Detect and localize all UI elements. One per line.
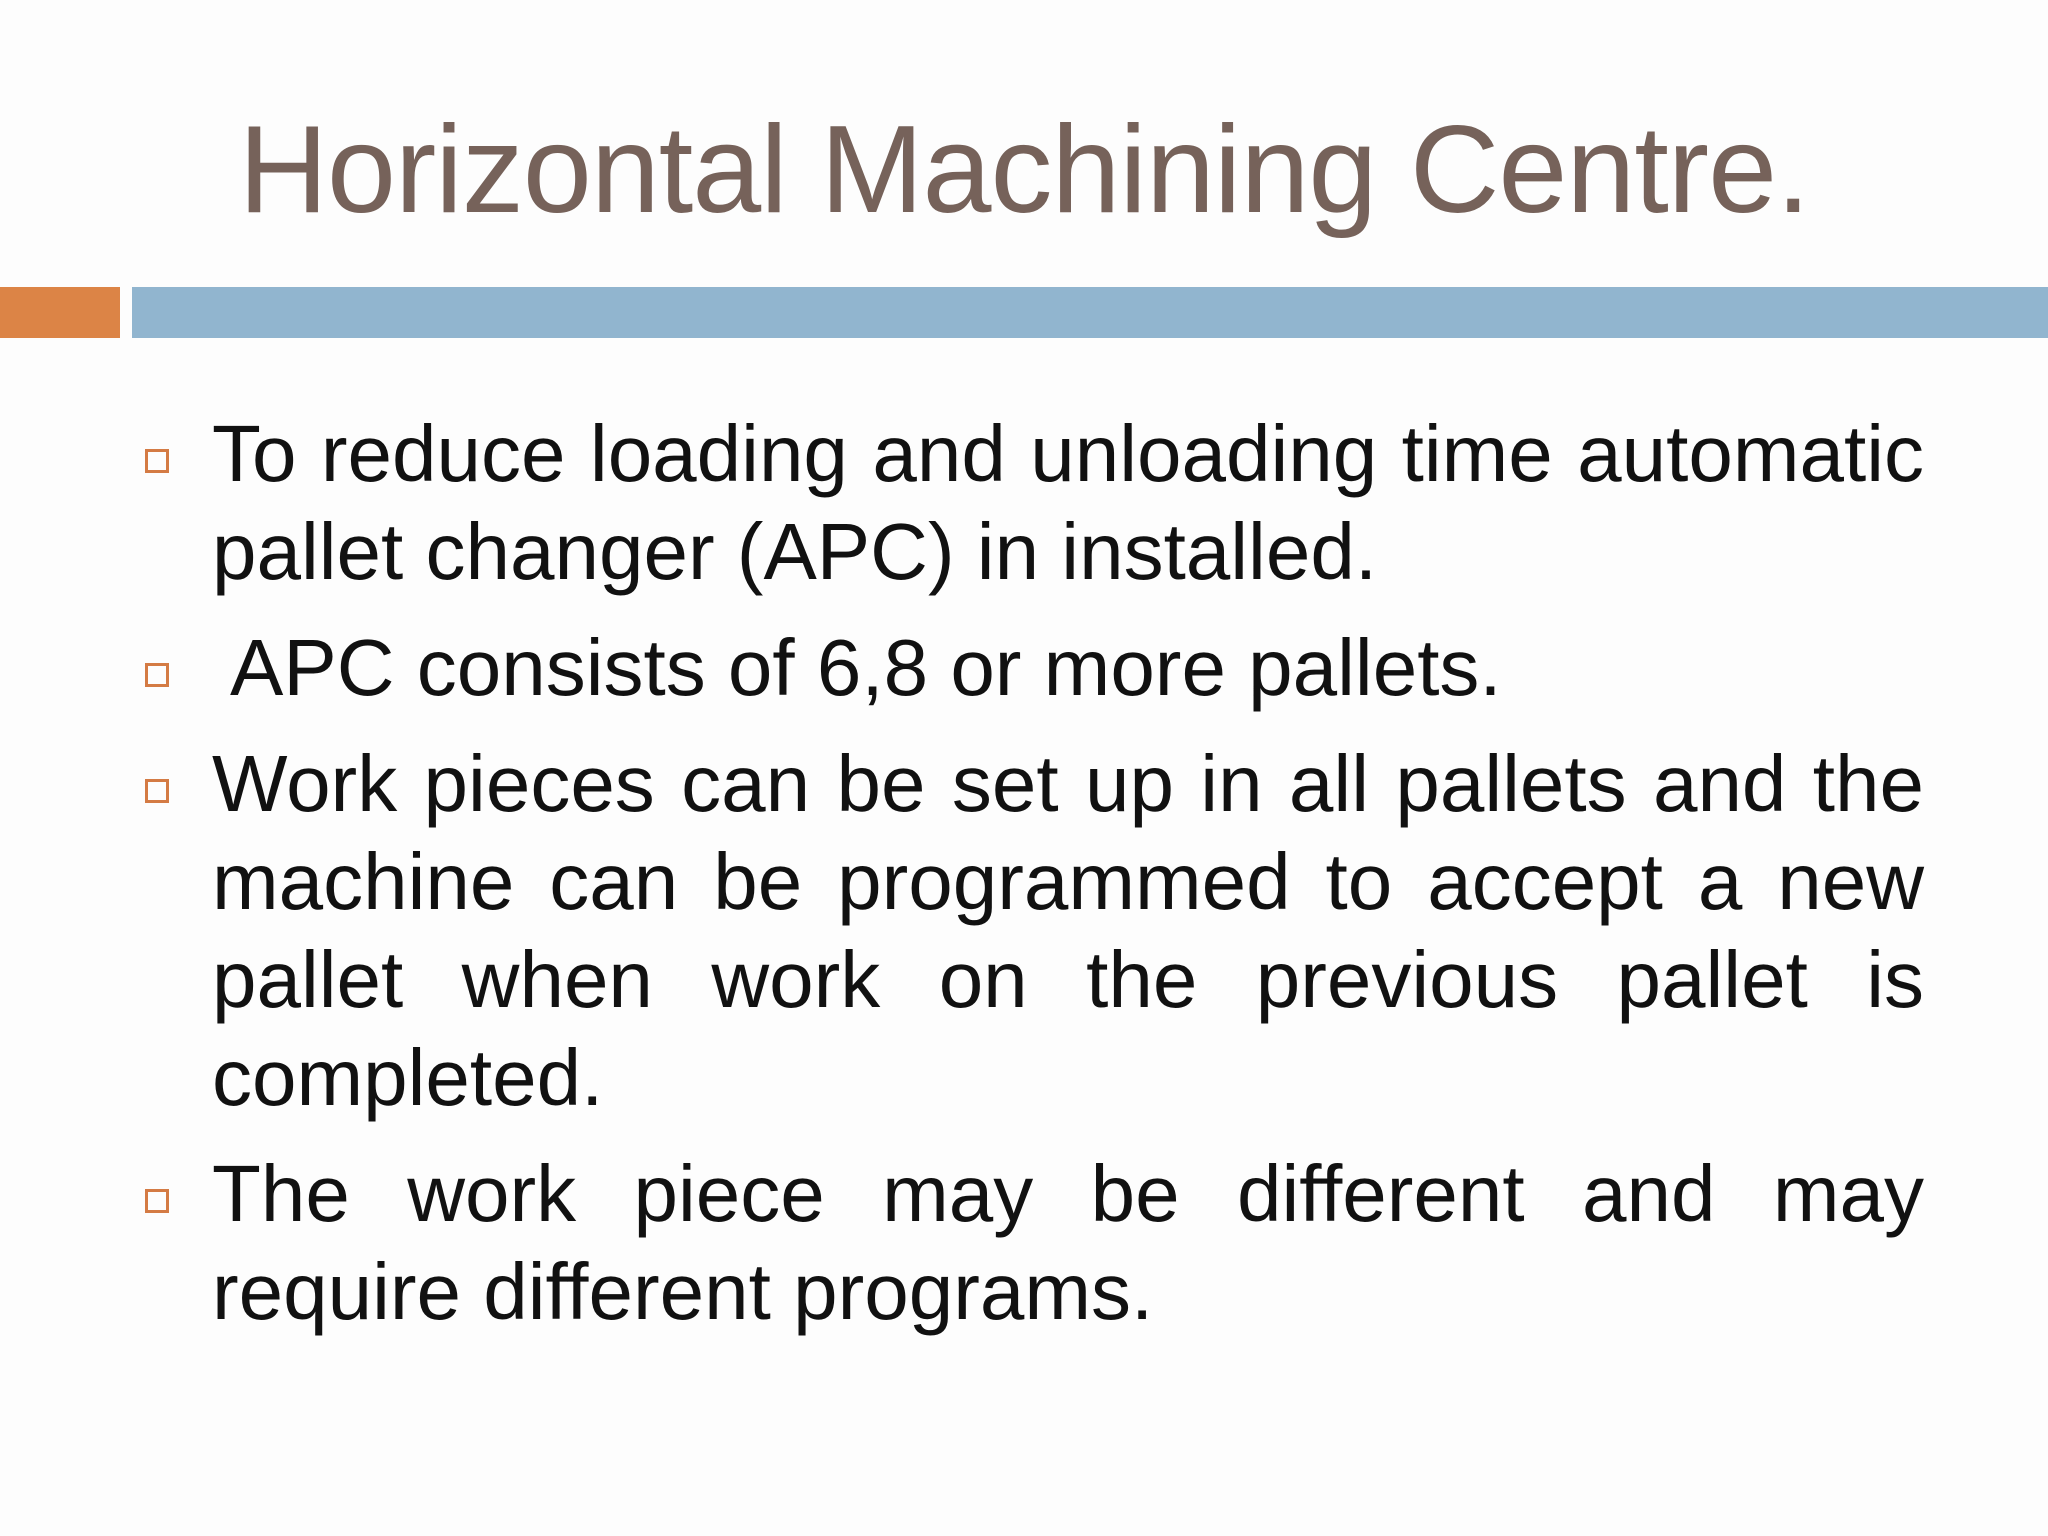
slide-title: Horizontal Machining Centre. <box>238 101 1810 239</box>
bullet-list <box>212 405 1924 1359</box>
bullet-item-loading-time <box>212 405 1924 601</box>
hollow-square-bullet-icon <box>145 779 169 803</box>
hollow-square-bullet-icon <box>145 1189 169 1213</box>
bullet-item-different-programs <box>212 1145 1924 1341</box>
bullet-text: The work piece may be different and may require different programs. <box>212 1149 1924 1336</box>
orange-accent-bar <box>0 287 120 338</box>
hollow-square-bullet-icon <box>145 449 169 473</box>
bullet-item-work-pieces <box>212 735 1924 1127</box>
bullet-text: Work pieces can be set up in all pallets and the machine can be programmed to accept a new pallet when work on the previous pallet is completed. <box>212 739 1924 1122</box>
bullet-text: APC consists of 6,8 or more pallets. <box>230 623 1502 712</box>
bullet-text: To reduce loading and unloading time automatic pallet changer (APC) in installed. <box>212 409 1924 596</box>
blue-accent-bar <box>132 287 2048 338</box>
bullet-item-apc-pallets <box>212 619 1924 717</box>
hollow-square-bullet-icon <box>145 663 169 687</box>
